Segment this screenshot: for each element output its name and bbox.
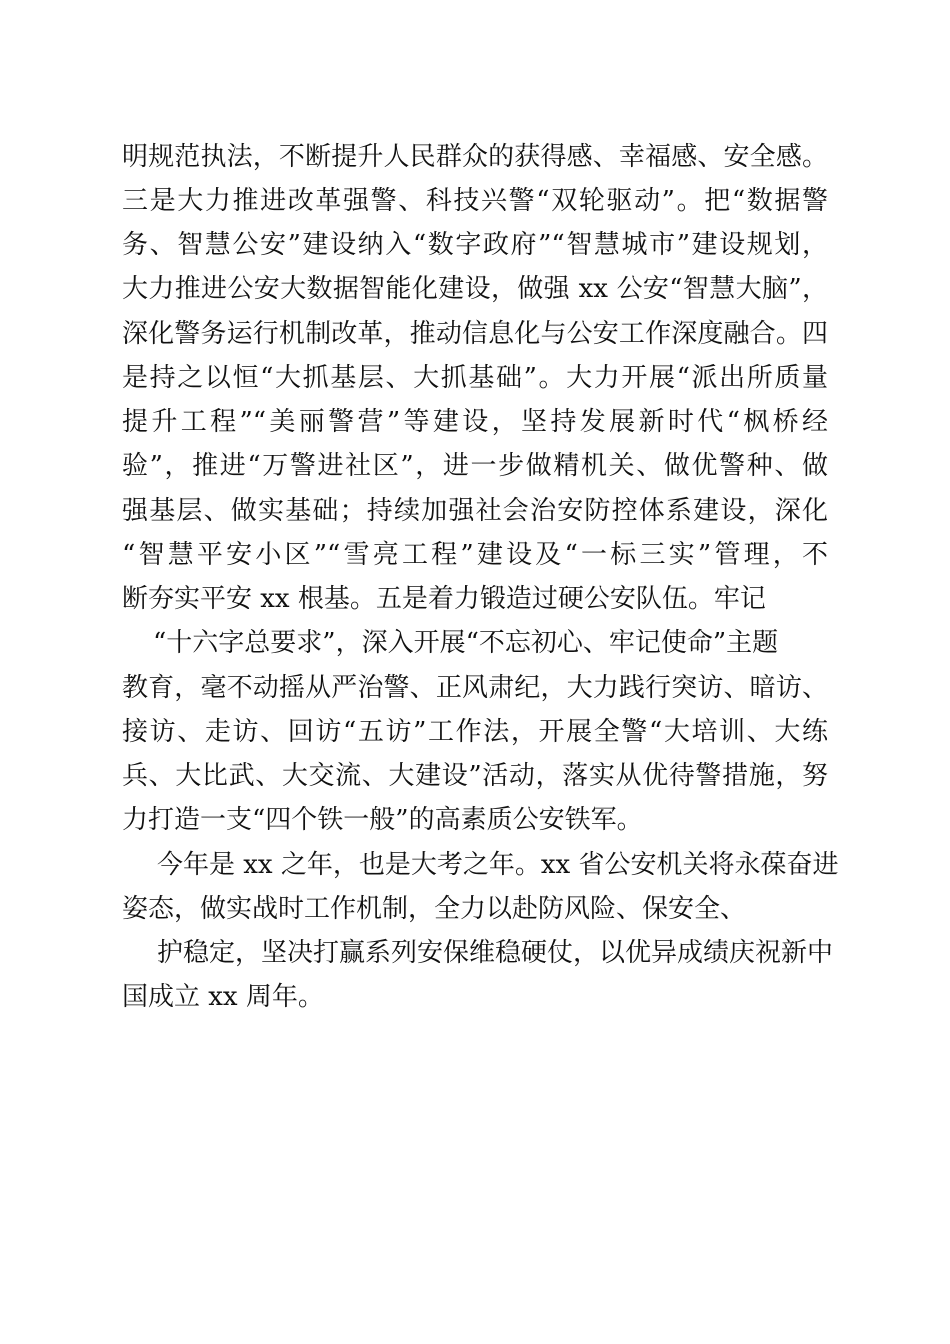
text-line-17: 今年是 xx 之年，也是大考之年。xx 省公安机关将永葆奋进 [157,850,839,880]
text-line-3: 务、智慧公安”建设纳入“数字政府”“智慧城市”建设规划， [122,230,828,260]
text-line-14: 接访、走访、回访“五访”工作法，开展全警“大培训、大练 [122,717,828,747]
text-line-5: 深化警务运行机制改革，推动信息化与公安工作深度融合。四 [122,319,828,349]
text-line-8: 验”，推进“万警进社区”，进一步做精机关、做优警种、做 [122,451,828,481]
text-line-1: 明规范执法，不断提升人民群众的获得感、幸福感、安全感。 [122,142,828,172]
text-line-2: 三是大力推进改革强警、科技兴警“双轮驱动”。把“数据警 [122,186,828,216]
text-line-7: 提升工程”“美丽警营”等建设，坚持发展新时代“枫桥经 [122,407,828,437]
text-line-13: 教育，毫不动摇从严治警、正风肃纪，大力践行突访、暗访、 [122,673,828,703]
text-line-11: 断夯实平安 xx 根基。五是着力锻造过硬公安队伍。牢记 [122,584,766,614]
text-line-18: 姿态，做实战时工作机制，全力以赴防风险、保安全、 [122,894,747,924]
text-line-16: 力打造一支“四个铁一般”的高素质公安铁军。 [122,805,643,835]
text-line-19: 护稳定，坚决打赢系列安保维稳硬仗，以优异成绩庆祝新中 [157,938,834,968]
text-line-20: 国成立 xx 周年。 [122,982,324,1012]
text-line-9: 强基层、做实基础；持续加强社会治安防控体系建设，深化 [122,496,828,526]
text-line-4: 大力推进公安大数据智能化建设，做强 xx 公安“智慧大脑”， [122,274,828,304]
text-line-6: 是持之以恒“大抓基层、大抓基础”。大力开展“派出所质量 [122,363,828,393]
text-line-10: “智慧平安小区”“雪亮工程”建设及“一标三实”管理，不 [122,540,828,570]
text-line-12: “十六字总要求”，深入开展“不忘初心、牢记使命”主题 [153,628,779,658]
text-line-15: 兵、大比武、大交流、大建设”活动，落实从优待警措施，努 [122,761,828,791]
